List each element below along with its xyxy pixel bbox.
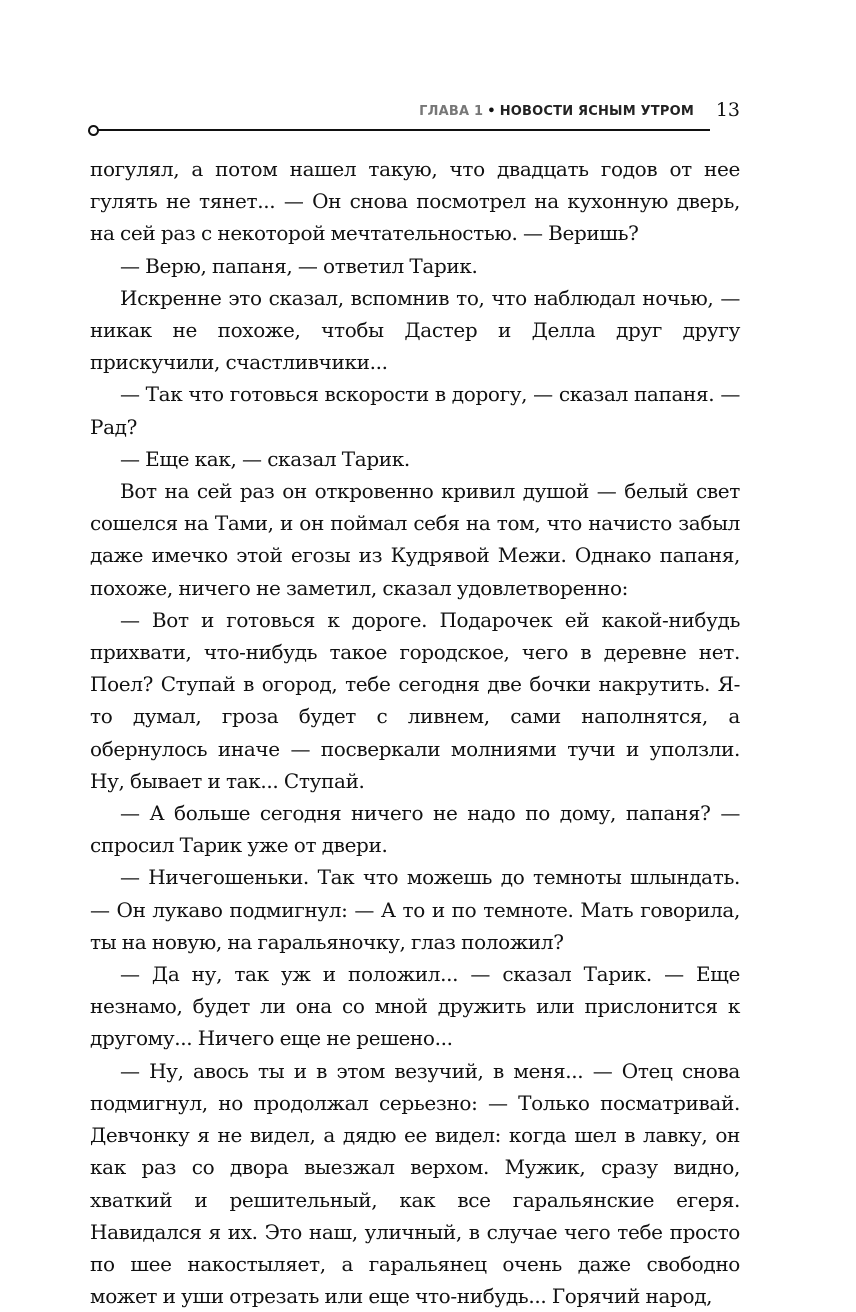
paragraph: — Ничегошеньки. Так что можешь до темноты шлындать. — Он лукаво подмигнул: — А то и по темноте. Мать говорила, ты на новую, на гаральяночку, глаз положил? [90,865,740,954]
page-number: 13 [715,99,740,121]
chapter-title [419,104,694,119]
paragraph: — Вот и готовься к дороге. Подарочек ей какой-нибудь прихвати, что-нибудь такое городское, чего в деревне нет. Поел? Ступай в огород, тебе сегодня две бочки накрутить. Я-то думал, гроза будет с ливнем, сами наполнятся, а обернулось иначе — посверкали молниями тучи и уползли. Ну, бывает и так... Ступай. [90,607,740,793]
paragraph: — Так что готовься вскорости в дорогу, — сказал папаня. — Рад? [90,382,740,439]
header-separator: • [487,104,496,119]
paragraph: — Еще как, — сказал Тарик. [120,446,410,471]
running-head [88,96,740,136]
chapter-name: НОВОСТИ ЯСНЫМ УТРОМ [499,104,694,119]
paragraph: — А больше сегодня ничего не надо по дому, папаня? — спросил Тарик уже от двери. [90,801,740,858]
paragraph: — Да ну, так уж и положил... — сказал Тарик. — Еще незнамо, будет ли она со мной дружить или прислонится к другому... Ничего еще не решено... [90,962,740,1051]
paragraph: Искренне это сказал, вспомнив то, что наблюдал ночью, — никак не похоже, чтобы Дастер и Делла друг другу прискучили, счастливчики... [90,285,740,375]
paragraph: — Верю, папаня, — ответил Тарик. [120,253,478,278]
paragraph: — Ну, авось ты и в этом везучий, в меня... — Отец снова подмигнул, но продолжал серьезно: — Только посматривай. Девчонку я не видел, а дядю ее видел: когда шел в лавку, он как раз со двора выезжал верхом. Мужик, сразу видно, хваткий и решительный, как все гаральянские егеря. Навидался я их. Это наш, уличный, в случае чего тебе просто по шее накостыляет, а гаральянец очень даже свободно может и уши отрезать или еще что-нибудь... Горячий народ, [90,1058,740,1309]
body-text [90,153,740,1312]
paragraph: Вот на сей раз он откровенно кривил душой — белый свет сошелся на Тами, и он поймал себя на том, что начисто забыл даже имечко этой егозы из Кудрявой Межи. Однако папаня, похоже, ничего не заметил, сказал удовлетворенно: [90,479,740,600]
chapter-label: ГЛАВА 1 [419,104,484,119]
rule-circle-ornament [88,125,99,136]
paragraph: погулял, а потом нашел такую, что двадцать годов от нее гулять не тянет... — Он снова посмотрел на кухонную дверь, на сей раз с некоторой мечтательностью. — Веришь? [90,157,740,246]
header-rule [98,129,710,131]
